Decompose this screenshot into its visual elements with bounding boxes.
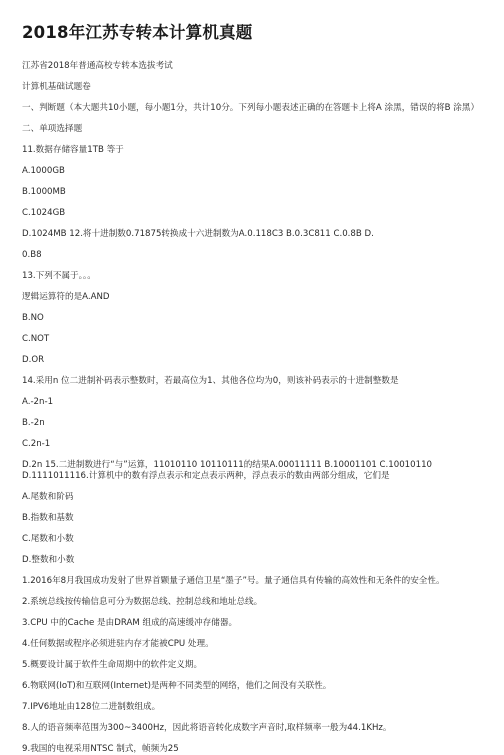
question-13-option-c: C.NOT [22, 334, 50, 344]
statement-7: 7.IPV6地址由128位二进制数组成。 [22, 702, 161, 712]
question-13-option-a: 逻辑运算符的是A.AND [22, 292, 110, 302]
statement-4: 4.任何数据或程序必须进驻内存才能被CPU 处理。 [22, 639, 214, 649]
statement-8: 8.人的语音频率范围为300~3400Hz，因此将语音转化成数字声音时,取样频率一般为44.1KHz。 [22, 723, 392, 733]
question-16-option-c: C.尾数和小数 [22, 534, 74, 544]
paper-name: 计算机基础试题卷 [22, 82, 91, 92]
section-heading-true-false: 一、判断题（本大题共10小题，每小题1分，共计10分。下列每小题表述正确的在答题卡上将A 涂黑，错误的将B 涂黑） [22, 103, 480, 113]
statement-9: 9.我国的电视采用NTSC 制式，帧频为25 [22, 744, 179, 754]
page-title: 2018年江苏专转本计算机真题 [22, 23, 253, 42]
question-14: 14.采用n 位二进制补码表示整数时，若最高位为1、其他各位均为0，则该补码表示的十进制整数是 [22, 376, 399, 386]
question-14-option-a: A.-2n-1 [22, 397, 54, 407]
question-14-option-b: B.-2n [22, 418, 45, 428]
question-13: 13.下列不属于。。。 [22, 271, 96, 281]
question-11-option-b: B.1000MB [22, 187, 66, 197]
statement-3: 3.CPU 中的Cache 是由DRAM 组成的高速缓冲存储器。 [22, 618, 238, 628]
question-11-option-d-question-12: D.1024MB 12.将十进制数0.71875转换成十六进制数为A.0.118C3 B.0.3C811 C.0.8B D. [22, 229, 374, 239]
question-16-option-d: D.整数和小数 [22, 555, 75, 565]
question-13-option-d: D.OR [22, 355, 45, 365]
question-11-option-c: C.1024GB [22, 208, 66, 218]
exam-name: 江苏省2018年普通高校专转本选拔考试 [22, 61, 173, 71]
question-14-option-c: C.2n-1 [22, 439, 51, 449]
statement-6: 6.物联网(IoT)和互联网(Internet)是两种不同类型的网络，他们之间没有关联性。 [22, 681, 332, 691]
question-11: 11.数据存储容量1TB 等于 [22, 145, 124, 155]
question-11-option-a: A.1000GB [22, 166, 65, 176]
question-16-option-a: A.尾数和阶码 [22, 492, 74, 502]
question-14-option-d-questions-15-16: D.2n 15.二进制数进行“与”运算，11010110 10110111的结果A.00011111 B.10001101 C.10010110 D.1111011116.计算机中的数有浮点表示和定点表示两种，浮点表示的数由两部分组成，它们是 [22, 460, 433, 481]
statement-5: 5.概要设计属于软件生命周期中的软件定义期。 [22, 660, 203, 670]
section-heading-single-choice: 二、单项选择题 [22, 124, 83, 134]
question-12-option-d-value: 0.B8 [22, 250, 42, 260]
statement-1: 1.2016年8月我国成功发射了世界首颗量子通信卫星“墨子”号。量子通信具有传输的高效性和无条件的安全性。 [22, 576, 445, 586]
question-16-option-b: B.指数和基数 [22, 513, 74, 523]
statement-2: 2.系统总线按传输信息可分为数据总线、控制总线和地址总线。 [22, 597, 263, 607]
question-13-option-b: B.NO [22, 313, 44, 323]
